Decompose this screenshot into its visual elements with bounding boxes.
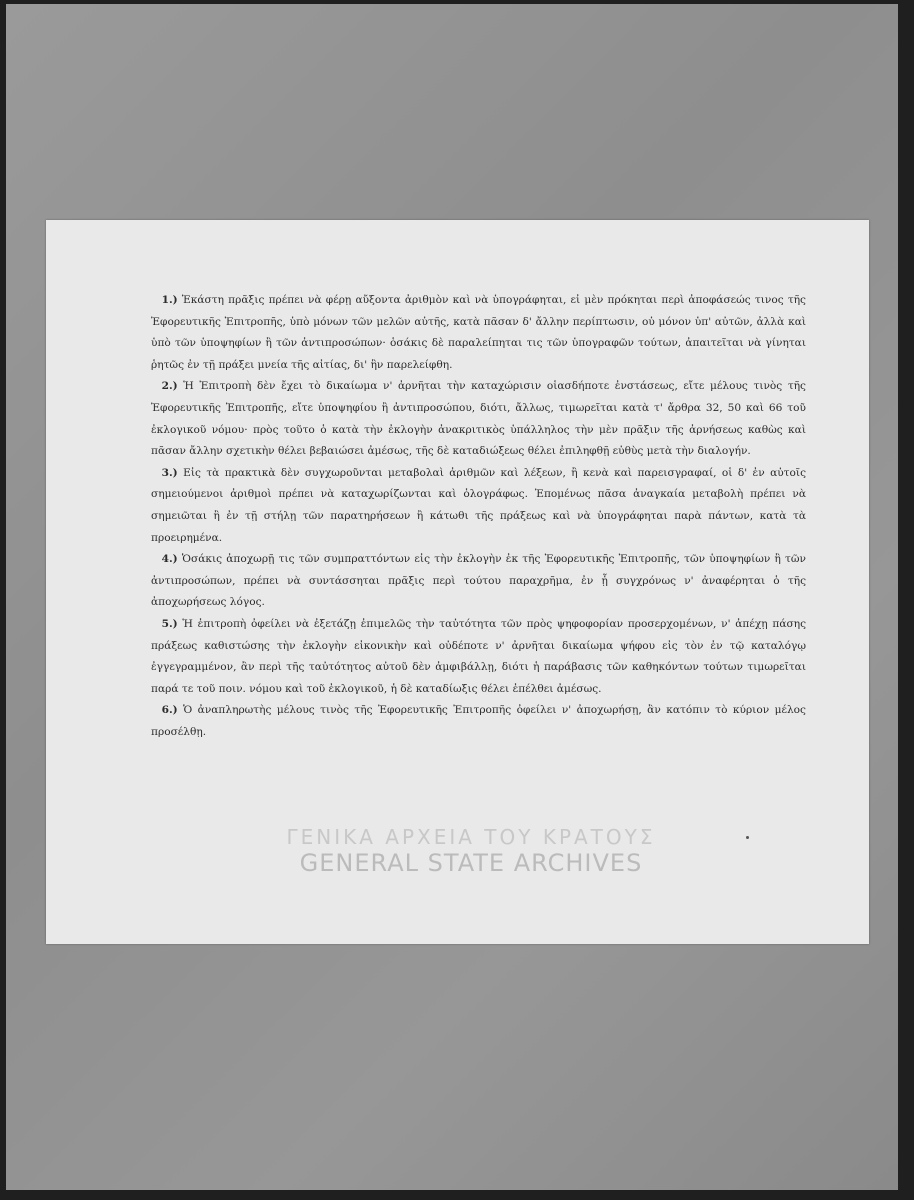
- paragraph-text: Ἡ Ἐπιτροπὴ δὲν ἔχει τὸ δικαίωμα ν' ἀρνῆται τὴν καταχώρισιν οἱασδήποτε ἐνστάσεως, εἴτε μέλους τινὸς τῆς Ἐφορευτικῆς Ἐπιτροπῆς, εἴτε ὑποψηφίου ἢ ἀντιπροσώπου, διότι, ἄλλως, τιμωρεῖται κατὰ τ' ἄρθρα 32, 50 καὶ 66 τοῦ ἐκλογικοῦ νόμου· πρὸς τοῦτο ὁ κατὰ τὴν ἐκλογὴν ἀνακριτικὸς ὑπάλληλος τὴν μὲν πρᾶξιν τῆς ἀρνήσεως καθὼς καὶ πᾶσαν ἄλλην σχετικὴν θέλει βεβαιώσει ἀμέσως, τῆς δὲ καταδιώξεως θέλει ἐπιληφθῇ εὐθὺς μετὰ τὴν διαλογήν.: [151, 380, 806, 458]
- paragraph-text: Ὁσάκις ἀποχωρῇ τις τῶν συμπραττόντων εἰς τὴν ἐκλογὴν ἐκ τῆς Ἐφορευτικῆς Ἐπιτροπῆς, τῶν ὑποψηφίων ἢ τῶν ἀντιπροσώπων, πρέπει νὰ συντάσσηται πρᾶξις περὶ τούτου παραχρῆμα, ἐν ᾗ συγχρόνως ν' ἀναφέρηται ὁ τῆς ἀποχωρήσεως λόγος.: [151, 553, 806, 609]
- paragraph-5: [151, 614, 806, 700]
- document-sheet: [46, 220, 869, 944]
- watermark-greek: ΓΕΝΙΚΑ ΑΡΧΕΙΑ ΤΟΥ ΚΡΑΤΟΥΣ: [286, 825, 656, 849]
- paragraph-number: 5.): [161, 617, 178, 630]
- paragraph-1: [151, 290, 806, 376]
- paragraph-number: 4.): [161, 553, 178, 566]
- paragraph-text: Ἡ ἐπιτροπὴ ὀφείλει νὰ ἐξετάζῃ ἐπιμελῶς τὴν ταὐτότητα τῶν πρὸς ψηφοφορίαν προσερχομένων, ν' ἀπέχῃ πάσης πράξεως καθιστώσης τὴν ἐκλογὴν εἰκονικὴν καὶ οὐδέποτε ν' ἀρνῆται δικαίωμα ψήφου εἰς τὸν ἐν τῷ καταλόγῳ ἐγγεγραμμένον, ἂν περὶ τῆς ταὐτότητος αὐτοῦ δὲν ἀμφιβάλλῃ, διότι ἡ παράβασις τῶν καθηκόντων τούτων τιμωρεῖται παρά τε τοῦ ποιν. νόμου καὶ τοῦ ἐκλογικοῦ, ἡ δὲ καταδίωξις θέλει ἐπέλθει ἀμέσως.: [151, 617, 806, 695]
- document-text: [151, 290, 806, 743]
- paragraph-text: Ὁ ἀναπληρωτὴς μέλους τινὸς τῆς Ἐφορευτικῆς Ἐπιτροπῆς ὀφείλει ν' ἀποχωρήσῃ, ἂν κατόπιν τὸ κύριον μέλος προσέλθῃ.: [151, 704, 806, 738]
- paragraph-text: Ἑκάστη πρᾶξις πρέπει νὰ φέρῃ αὔξοντα ἀριθμὸν καὶ νὰ ὑπογράφηται, εἰ μὲν πρόκηται περὶ ἀποφάσεώς τινος τῆς Ἐφορευτικῆς Ἐπιτροπῆς, ὑπὸ μόνων τῶν μελῶν αὐτῆς, κατὰ πᾶσαν δ' ἄλλην περίπτωσιν, οὐ μόνον ὑπ' αὐτῶν, ἀλλὰ καὶ ὑπὸ τῶν ὑποψηφίων ἢ τῶν ἀντιπροσώπων· ὁσάκις δὲ παραλείπηται τις τῶν ὑπογραφῶν τούτων, ἀπαιτεῖται νὰ γίνηται ῥητῶς ἐν τῇ πράξει μνεία τῆς αἰτίας, δι' ἣν παρελείφθη.: [151, 294, 806, 371]
- archive-watermark: [236, 824, 706, 876]
- watermark-english: GENERAL STATE ARCHIVES: [299, 849, 643, 877]
- cardboard-backing: [6, 4, 898, 1190]
- ink-speck: [746, 836, 749, 839]
- paragraph-number: 6.): [161, 704, 178, 717]
- paragraph-number: 1.): [161, 294, 178, 306]
- paragraph-number: 3.): [161, 466, 178, 479]
- paragraph-4: [151, 549, 806, 614]
- paragraph-3: [151, 463, 806, 549]
- paragraph-number: 2.): [161, 380, 178, 393]
- paragraph-6: [151, 700, 806, 743]
- paragraph-2: [151, 376, 806, 462]
- paragraph-text: Εἰς τὰ πρακτικὰ δὲν συγχωροῦνται μεταβολαὶ ἀριθμῶν καὶ λέξεων, ἢ κενὰ καὶ παρεισγραφαί, οἱ δ' ἐν αὐτοῖς σημειούμενοι ἀριθμοὶ πρέπει νὰ καταχωρίζωνται καὶ ὁλογράφως. Ἐπομένως πᾶσα ἀναγκαία μεταβολὴ πρέπει νὰ σημειῶται ἢ ἐν τῇ στήλῃ τῶν παρατηρήσεων ἢ κάτωθι τῆς πράξεως καὶ νὰ ὑπογράφηται παρὰ πάντων, κατὰ τὰ προειρημένα.: [151, 466, 807, 544]
